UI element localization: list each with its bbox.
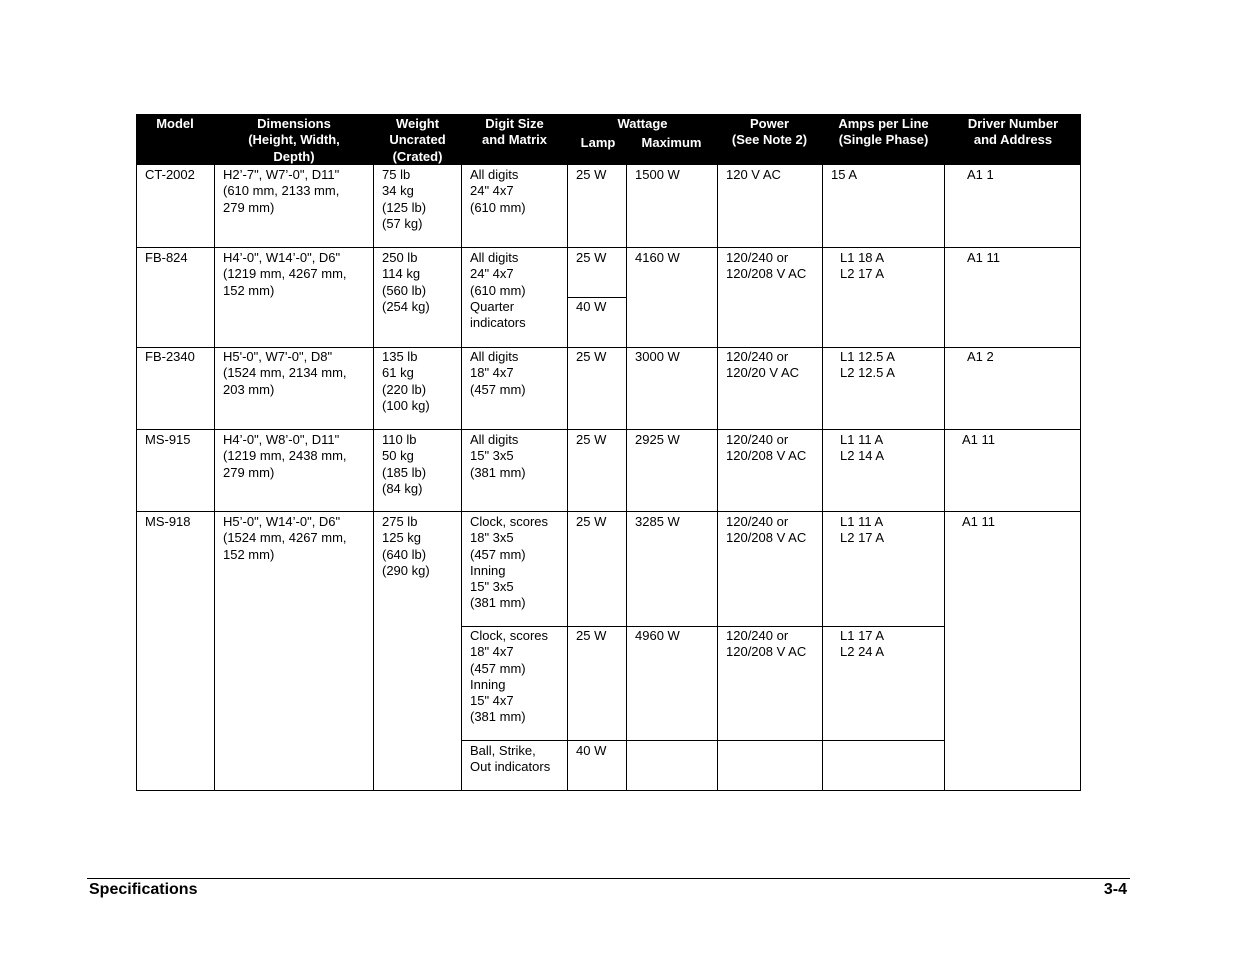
weight-cell: 250 lb 114 kg (560 lb) (254 kg) (382, 250, 430, 314)
header-digit-size: Digit Size and Matrix (461, 116, 568, 149)
amps-cell: L1 11 A L2 17 A (840, 514, 885, 546)
model-cell: MS-915 (145, 432, 191, 447)
amps-cell: 15 A (831, 167, 858, 182)
lamp-cell: 40 W (576, 299, 607, 314)
header-model: Model (136, 116, 214, 132)
digit-cell: All digits 15" 3x5 (381 mm) (470, 432, 526, 480)
dimensions-cell: H2’-7", W7’-0", D11" (610 mm, 2133 mm, 279 mm) (223, 167, 340, 215)
model-cell: CT-2002 (145, 167, 195, 182)
digit-cell: Quarter indicators (470, 299, 526, 331)
dimensions-cell: H5'-0", W7'-0", D8" (1524 mm, 2134 mm, 203 mm) (223, 349, 347, 397)
dimensions-cell: H4’-0", W8’-0", D11" (1219 mm, 2438 mm, 279 mm) (223, 432, 347, 480)
header-maximum: Maximum (626, 135, 717, 151)
weight-cell: 275 lb 125 kg (640 lb) (290 kg) (382, 514, 430, 578)
power-cell: 120/240 or 120/208 V AC (726, 250, 807, 282)
driver-cell: A1 11 (962, 514, 996, 529)
maximum-cell: 2925 W (635, 432, 680, 447)
lamp-cell: 40 W (576, 743, 607, 758)
header-power: Power (See Note 2) (717, 116, 822, 149)
header-weight: Weight Uncrated (Crated) (374, 116, 461, 165)
digit-cell: All digits 24" 4x7 (610 mm) (470, 250, 526, 298)
digit-cell: Ball, Strike, Out indicators (470, 743, 551, 775)
digit-cell: All digits 24" 4x7 (610 mm) (470, 167, 526, 215)
header-driver: Driver Number and Address (945, 116, 1081, 149)
lamp-cell: 25 W (576, 167, 607, 182)
lamp-cell: 25 W (576, 432, 607, 447)
maximum-cell: 3285 W (635, 514, 680, 529)
dimensions-cell: H4’-0", W14’-0", D6" (1219 mm, 4267 mm, 152 mm) (223, 250, 347, 298)
driver-cell: A1 2 (967, 349, 994, 364)
amps-cell: L1 12.5 A L2 12.5 A (840, 349, 895, 381)
driver-cell: A1 11 (962, 432, 996, 447)
power-cell: 120/240 or 120/208 V AC (726, 514, 807, 546)
model-cell: MS-918 (145, 514, 191, 529)
digit-cell: All digits 18" 4x7 (457 mm) (470, 349, 526, 397)
lamp-cell: 25 W (576, 349, 607, 364)
driver-cell: A1 1 (967, 167, 994, 182)
driver-cell: A1 11 (967, 250, 1001, 265)
maximum-cell: 1500 W (635, 167, 680, 182)
model-cell: FB-824 (145, 250, 188, 265)
weight-cell: 110 lb 50 kg (185 lb) (84 kg) (382, 432, 427, 496)
power-cell: 120/240 or 120/208 V AC (726, 432, 807, 464)
model-cell: FB-2340 (145, 349, 195, 364)
maximum-cell: 4960 W (635, 628, 680, 643)
dimensions-cell: H5’-0", W14’-0", D6" (1524 mm, 4267 mm, 152 mm) (223, 514, 347, 562)
digit-cell: Clock, scores 18" 4x7 (457 mm) Inning 15" 4x7 (381 mm) (470, 628, 549, 725)
header-dimensions: Dimensions (Height, Width, Depth) (214, 116, 374, 165)
header-lamp: Lamp (570, 135, 626, 151)
power-cell: 120/240 or 120/208 V AC (726, 628, 807, 660)
power-cell: 120/240 or 120/20 V AC (726, 349, 799, 381)
lamp-cell: 25 W (576, 628, 607, 643)
power-cell: 120 V AC (726, 167, 781, 182)
weight-cell: 135 lb 61 kg (220 lb) (100 kg) (382, 349, 430, 413)
weight-cell: 75 lb 34 kg (125 lb) (57 kg) (382, 167, 427, 231)
footer-page-number: 3-4 (1103, 881, 1127, 898)
maximum-cell: 4160 W (635, 250, 680, 265)
digit-cell: Clock, scores 18" 3x5 (457 mm) Inning 15" 3x5 (381 mm) (470, 514, 549, 611)
amps-cell: L1 17 A L2 24 A (840, 628, 885, 660)
footer-rule (87, 878, 1130, 879)
header-amps: Amps per Line (Single Phase) (822, 116, 945, 149)
maximum-cell: 3000 W (635, 349, 680, 364)
lamp-cell: 25 W (576, 250, 607, 265)
lamp-cell: 25 W (576, 514, 607, 529)
footer-section-title: Specifications (89, 881, 198, 898)
amps-cell: L1 18 A L2 17 A (840, 250, 885, 282)
amps-cell: L1 11 A L2 14 A (840, 432, 885, 464)
header-wattage: Wattage (568, 116, 717, 132)
